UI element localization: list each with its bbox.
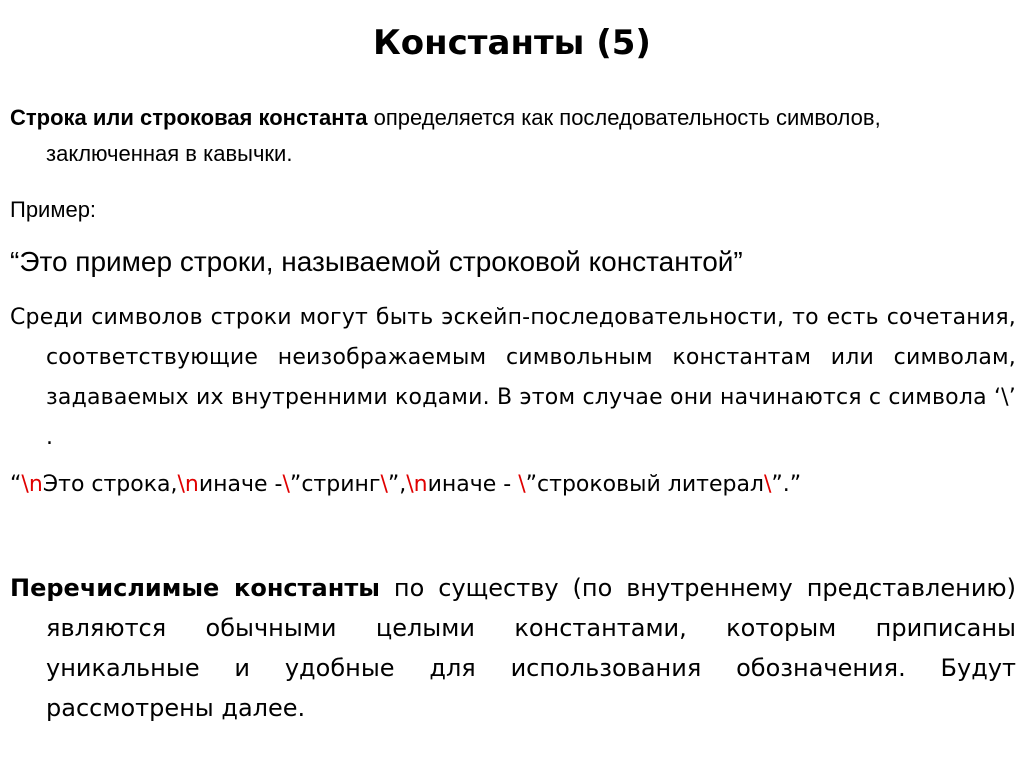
string-definition-text: определяется как последовательность символов, заключенная в кавычки. (46, 105, 881, 166)
enum-definition-text: по существу (по внутреннему представлению) являются обычными целыми константами, которым приписаны уникальные и удобные для использования обозначения. Будут рассмотрены далее. (46, 574, 1016, 722)
escape-example-text: ”стринг (289, 472, 381, 497)
escape-example-text: ”.” (771, 472, 802, 497)
enum-term: Перечислимые константы (10, 574, 380, 602)
escape-example-text: ”строковый литерал (525, 472, 764, 497)
escape-example-text: иначе - (198, 472, 283, 497)
escape-example (10, 467, 1016, 503)
escape-example-text: Это строка, (42, 472, 178, 497)
string-example: “Это пример строки, называемой строковой константой” (10, 246, 743, 277)
escape-sequence: \ (763, 472, 772, 497)
string-definition-paragraph (10, 100, 1016, 172)
escape-example-text: “ (10, 472, 22, 497)
escape-sequence: \n (406, 472, 428, 497)
escape-sequence: \n (177, 472, 199, 497)
escape-sequence: \ (380, 472, 388, 497)
escape-sequences-paragraph: Среди символов строки могут быть эскейп-последовательности, то есть сочетания, соответствующие неизображаемым символьным константам или символам, задаваемых их внутренними кодами. В этом случае они начинаются с символа ‘\’ . (10, 305, 1016, 450)
escape-sequence: \n (21, 472, 43, 497)
enum-constants-paragraph (10, 568, 1016, 728)
escape-example-text: ”, (387, 472, 407, 497)
escape-sequence: \ (518, 472, 526, 497)
escape-sequence: \ (282, 472, 290, 497)
slide-title: Константы (5) (373, 23, 651, 63)
example-label: Пример: (10, 197, 97, 222)
string-term: Строка или строковая константа (10, 105, 368, 130)
escape-example-text: иначе - (427, 472, 519, 497)
